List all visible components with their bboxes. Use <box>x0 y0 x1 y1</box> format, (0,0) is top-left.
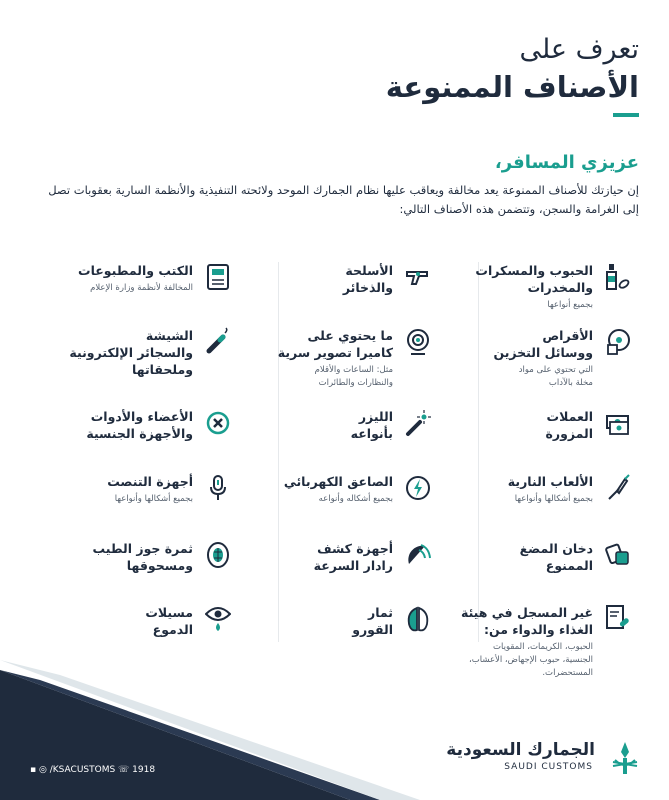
item-label: الكتب والمطبوعات <box>78 263 193 278</box>
item-label: العملات المزورة <box>545 409 593 441</box>
instagram-icon: ◎ <box>38 765 47 775</box>
title-underline <box>613 113 639 117</box>
book-icon <box>205 262 231 292</box>
page-title: الأصناف الممنوعة <box>385 70 639 104</box>
list-item <box>236 473 431 543</box>
nutmeg-icon <box>205 540 231 570</box>
microphone-icon <box>205 473 231 503</box>
list-item <box>36 327 231 397</box>
footer-phone[interactable]: ☏ 1918 <box>118 765 156 775</box>
tobacco-icon <box>605 540 631 570</box>
list-item <box>436 473 631 543</box>
item-label: ثمار القورو <box>352 605 393 637</box>
item-note: بجميع أشكاله وأنواعه <box>318 494 393 504</box>
list-item <box>436 540 631 610</box>
item-label: ثمرة جوز الطيب ومسحوقها <box>92 541 193 573</box>
item-label: دخان المضغ الممنوع <box>519 541 593 573</box>
item-note: مثل: الساعات والأقلام والنظارات والطائرات <box>314 365 393 388</box>
tear-eye-icon <box>205 604 231 634</box>
prohibited-icon <box>205 408 231 438</box>
footer-decoration <box>0 650 669 800</box>
page-subtitle: تعرف على <box>519 34 639 65</box>
list-item <box>436 327 631 397</box>
item-label: أجهزة كشف رادار السرعة <box>313 541 393 573</box>
item-label: الحبوب والمسكرات والمخدرات <box>475 263 593 295</box>
item-label: الألعاب النارية <box>507 474 593 489</box>
list-item <box>236 540 431 610</box>
kola-nut-icon <box>405 604 431 634</box>
list-item <box>236 327 431 397</box>
bolt-icon <box>405 473 431 503</box>
item-label: الليزر بأنواعه <box>350 409 393 441</box>
item-label: الأعضاء والأدوات والأجهزة الجنسية <box>86 409 193 441</box>
firework-icon <box>605 473 631 503</box>
item-label: مسيلات الدموع <box>145 605 193 637</box>
item-note: بجميع أشكالها وأنواعها <box>514 494 593 504</box>
item-label: الأسلحة والذخائر <box>342 263 393 295</box>
ecig-icon <box>205 327 231 357</box>
item-label: ما يحتوي على كاميرا تصوير سرية <box>277 328 393 360</box>
radar-icon <box>405 540 431 570</box>
form-pill-icon <box>605 604 631 634</box>
item-note: التي تحتوي على مواد مخلة بالآداب <box>518 365 593 388</box>
list-item <box>436 408 631 478</box>
item-label: الأقراص ووسائل التخزين <box>493 328 593 360</box>
disc-icon <box>605 327 631 357</box>
bottle-pill-icon <box>605 262 631 292</box>
phone-icon: ☏ <box>118 765 130 775</box>
item-label: أجهزة التنصت <box>107 474 193 489</box>
camera-icon <box>405 327 431 357</box>
item-note: بجميع أنواعها <box>547 300 593 310</box>
gun-icon <box>405 262 431 292</box>
customs-logo-icon <box>605 738 645 782</box>
item-label: الصاعق الكهربائي <box>283 474 393 489</box>
brand-name-en: SAUDI CUSTOMS <box>504 762 593 772</box>
item-note: المخالفة لأنظمة وزارة الإعلام <box>90 283 193 293</box>
brand-name-ar: الجمارك السعودية <box>446 740 595 760</box>
list-item <box>436 262 631 332</box>
money-icon <box>605 408 631 438</box>
laser-icon <box>405 408 431 438</box>
list-item <box>36 408 231 478</box>
list-item <box>36 473 231 543</box>
list-item <box>236 262 431 332</box>
intro-text: إن حيازتك للأصناف الممنوعة يعد مخالفة ويعاقب عليها نظام الجمارك الموحد ولائحته التنفيذية والأنظمة السارية بعقوبات تصل إلى الغرامة والسجن، وتتضمن هذه الأصناف التالي: <box>48 183 639 216</box>
list-item <box>36 262 231 332</box>
footer-social-handle[interactable]: ▪ ◎ /KSACUSTOMS <box>30 765 116 775</box>
twitter-icon: ▪ <box>30 765 37 775</box>
list-item <box>36 540 231 610</box>
list-item <box>236 408 431 478</box>
item-label: الشيشة والسجائر الإلكترونية وملحقاتها <box>69 328 193 377</box>
greeting: عزيزي المسافر، <box>494 152 639 173</box>
item-note: بجميع أشكالها وأنواعها <box>114 494 193 504</box>
item-note: الحبوب، الكريمات، المقويات الجنسية، حبوب الإجهاض، الأعشاب، المستحضرات. <box>469 642 593 678</box>
item-label: غير المسجل في هيئة الغذاء والدواء من: <box>460 605 593 637</box>
